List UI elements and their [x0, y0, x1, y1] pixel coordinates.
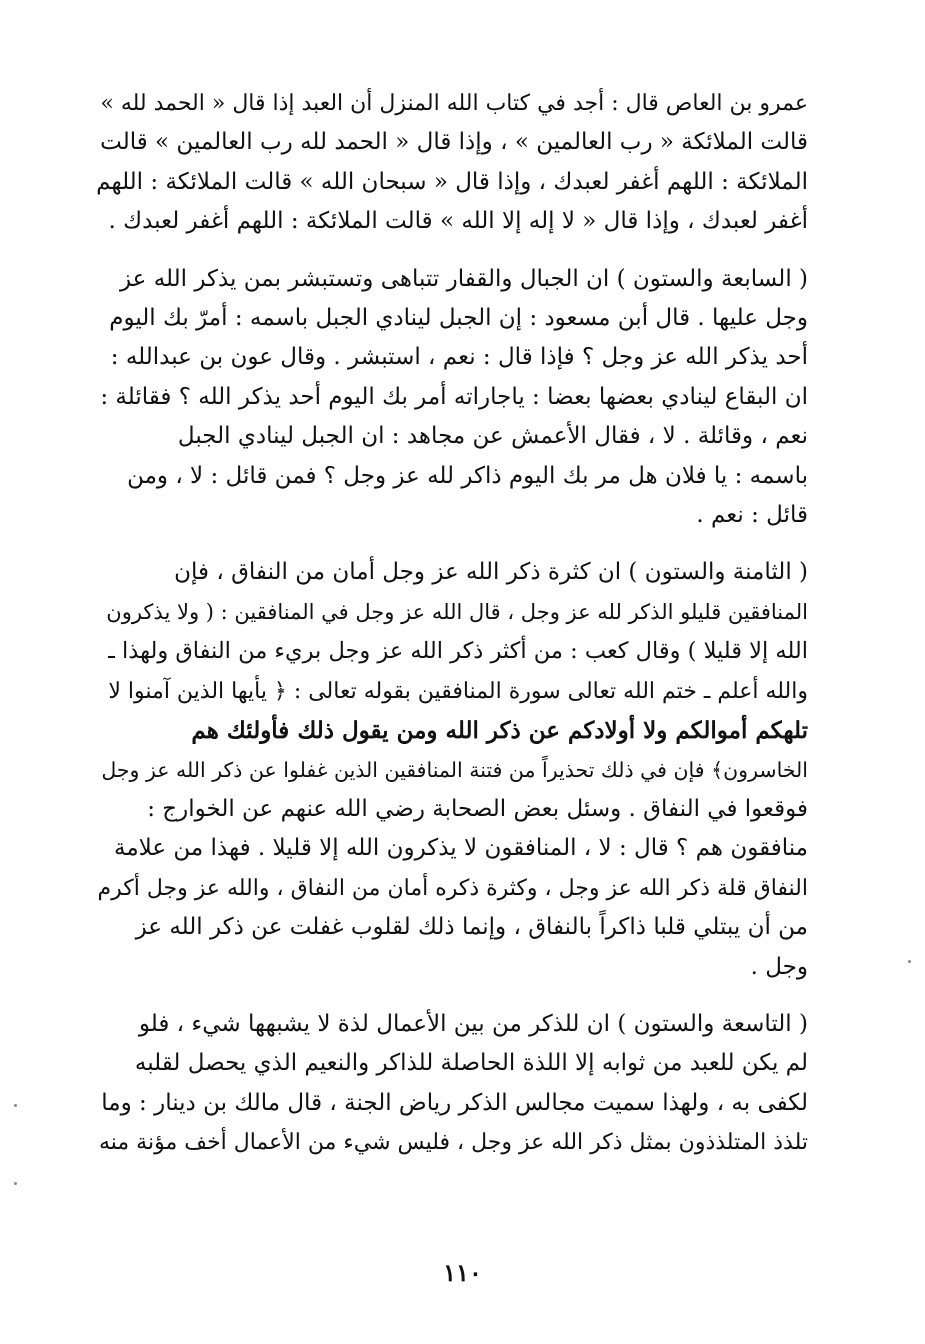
scan-speck: [908, 960, 911, 963]
text-line: أحد يذكر الله عز وجل ؟ فإذا قال : نعم ، استبشر . وقال عون بن عبدالله :: [110, 344, 808, 371]
text-line: وجل عليها . قال أبن مسعود : إن الجبل لينادي الجبل باسمه : أمرّ بك اليوم: [109, 305, 808, 332]
text-line: ان البقاع لينادي بعضها بعضا : ياجاراته أمر بك اليوم أحد يذكر الله ؟ فقائلة :: [100, 383, 808, 410]
text-line: تلذذ المتلذذون بمثل ذكر الله عز وجل ، فليس شيء من الأعمال أخف مؤنة منه: [98, 1130, 808, 1156]
text-line: الملائكة : اللهم أغفر لعبدك ، وإذا قال « سبحان الله » قالت الملائكة : اللهم: [96, 168, 808, 195]
quran-verse-line: تلهكم أموالكم ولا أولادكم عن ذكر الله ومن يقول ذلك فأولئك هم: [191, 717, 808, 745]
text-line: الخاسرون﴾ فإن في ذلك تحذيراً من فتنة المنافقين الذين غفلوا عن ذكر الله عز وجل: [101, 757, 808, 782]
scan-speck: [14, 1104, 17, 1107]
text-line: منافقون هم ؟ قال : لا ، المنافقون لا يذكرون الله إلا قليلا . فهذا من علامة: [114, 835, 808, 862]
page-number: ١١٠: [443, 1258, 482, 1287]
text-line: باسمه : يا فلان هل مر بك اليوم ذاكر لله عز وجل ؟ فمن قائل : لا ، ومن: [127, 462, 808, 489]
text-line: النفاق قلة ذكر الله عز وجل ، وكثرة ذكره أمان من النفاق ، والله عز وجل أكرم: [97, 875, 808, 901]
page-body: [96, 84, 808, 1163]
text-line: نعم ، وقائلة . لا ، فقال الأعمش عن مجاهد : ان الجبل لينادي الجبل: [177, 423, 808, 450]
paragraph-67: [96, 260, 808, 536]
text-line: ( السابعة والستون ) ان الجبال والقفار تتباهى وتستبشر بمن يذكر الله عز: [119, 265, 808, 292]
text-line: من أن يبتلي قلبا ذاكراً بالنفاق ، وإنما ذلك لقلوب غفلت عن ذكر الله عز: [135, 914, 808, 941]
text-line: قائل : نعم .: [696, 502, 808, 529]
text-line: الله إلا قليلا ) وقال كعب : من أكثر ذكر الله عز وجل بريء من النفاق ولهذا ـ: [108, 638, 808, 665]
text-line: المنافقين قليلو الذكر لله عز وجل ، قال الله عز وجل في المنافقين : ( ولا يذكرون: [106, 599, 808, 624]
paragraph-1: [96, 84, 808, 242]
text-line: عمرو بن العاص قال : أجد في كتاب الله المنزل أن العبد إذا قال « الحمد لله »: [100, 91, 808, 116]
paragraph-68: [96, 553, 808, 986]
text-line: ( التاسعة والستون ) ان للذكر من بين الأعمال لذة لا يشبهها شيء ، فلو: [138, 1010, 808, 1037]
scan-speck: [14, 1182, 17, 1185]
text-line: لكفى به ، ولهذا سميت مجالس الذكر رياض الجنة ، قال مالك بن دينار : وما: [101, 1089, 808, 1116]
text-line: والله أعلم ـ ختم الله تعالى سورة المنافقين بقوله تعالى : ﴿ يأيها الذين آمنوا لا: [108, 678, 808, 704]
paragraph-69: [96, 1005, 808, 1163]
text-line: أغفر لعبدك ، وإذا قال « لا إله إلا الله » قالت الملائكة : اللهم أغفر لعبدك .: [108, 208, 808, 235]
text-line: ( الثامنة والستون ) ان كثرة ذكر الله عز وجل أمان من النفاق ، فإن: [174, 559, 808, 586]
text-line: وجل .: [750, 953, 808, 980]
text-line: فوقعوا في النفاق . وسئل بعض الصحابة رضي الله عنهم عن الخوارج :: [147, 795, 808, 822]
text-line: لم يكن للعبد من ثوابه إلا اللذة الحاصلة للذاكر والنعيم الذي يحصل لقلبه: [134, 1050, 808, 1077]
text-line: قالت الملائكة « رب العالمين » ، وإذا قال « الحمد لله رب العالمين » قالت: [100, 129, 808, 156]
